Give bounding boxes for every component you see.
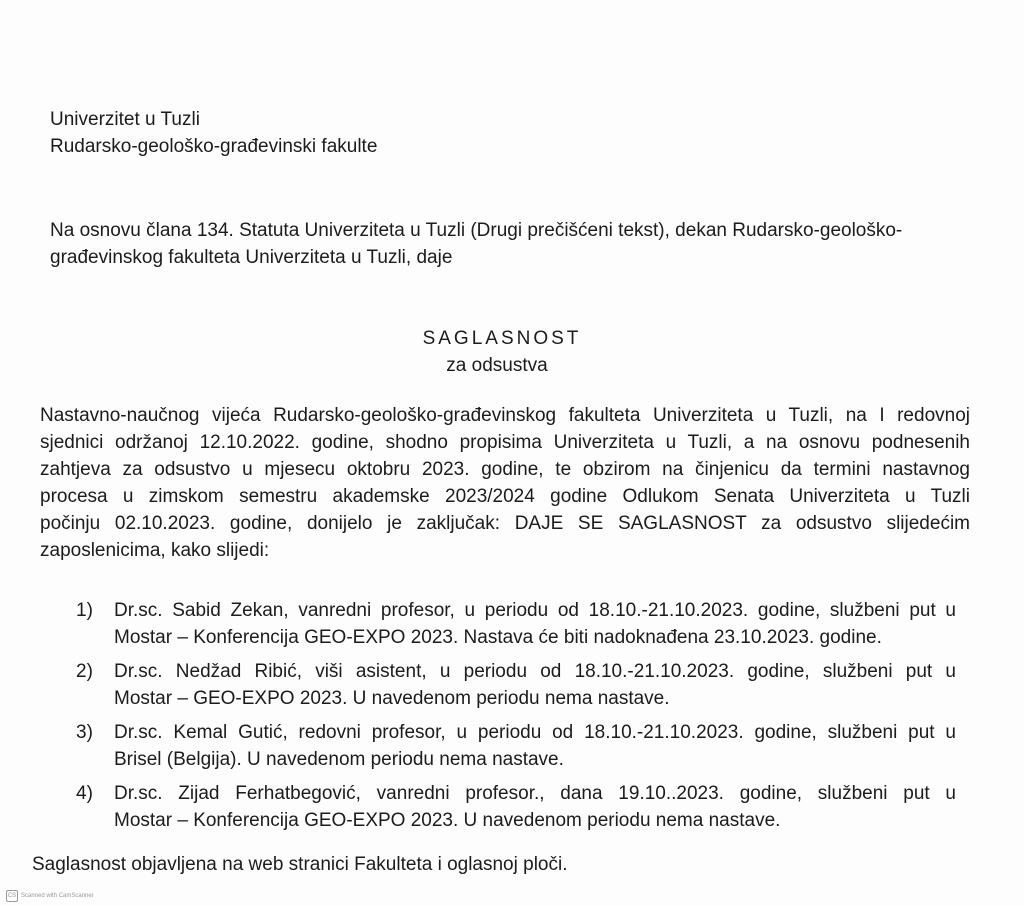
publication-note: Saglasnost objavljena na web stranici Fakulteta i oglasnoj ploči. bbox=[32, 854, 568, 875]
employee-list bbox=[76, 597, 956, 841]
list-item-line: Brisel (Belgija). U navedenom periodu nema nastave. bbox=[114, 749, 564, 770]
body-line: zaposlenicima, kako slijedi: bbox=[40, 540, 270, 561]
body-paragraph bbox=[40, 402, 970, 564]
title-sub: za odsustva bbox=[446, 355, 548, 376]
list-item-line: Dr.sc. Zijad Ferhatbegović, vanredni profesor., dana 19.10..2023. godine, službeni put u bbox=[114, 783, 956, 804]
list-item-number: 3) bbox=[76, 722, 93, 743]
list-item bbox=[76, 658, 956, 712]
list-item-line: Mostar – Konferencija GEO-EXPO 2023. Nastava će biti nadoknađena 23.10.2023. godine. bbox=[114, 627, 882, 648]
scanner-watermark bbox=[6, 890, 94, 902]
list-item bbox=[76, 780, 956, 834]
faculty-name: Rudarsko-geološko-građevinski fakulte bbox=[50, 136, 378, 157]
intro-paragraph bbox=[50, 217, 960, 271]
camscanner-logo-icon: CS bbox=[6, 890, 18, 902]
list-item-line: Dr.sc. Nedžad Ribić, viši asistent, u periodu od 18.10.-21.10.2023. godine, službeni put u bbox=[114, 661, 956, 682]
list-item-content bbox=[114, 658, 956, 712]
list-item-line: Dr.sc. Sabid Zekan, vanredni profesor, u periodu od 18.10.-21.10.2023. godine, službeni put u bbox=[114, 600, 956, 621]
body-line: počinju 02.10.2023. godine, donijelo je zaključak: DAJE SE SAGLASNOST za odsustvo slijedećim bbox=[40, 513, 970, 534]
list-item-line: Mostar – Konferencija GEO-EXPO 2023. U navedenom periodu nema nastave. bbox=[114, 810, 781, 831]
list-item-number: 2) bbox=[76, 661, 93, 682]
body-line: procesa u zimskom semestru akademske 2023/2024 godine Odlukom Senata Univerziteta u Tuzli bbox=[40, 486, 970, 507]
list-item bbox=[76, 719, 956, 773]
list-item-content bbox=[114, 780, 956, 834]
body-line: Nastavno-naučnog vijeća Rudarsko-geološko-građevinskog fakulteta Univerziteta u Tuzli, na I redovnoj bbox=[40, 405, 970, 426]
document-title bbox=[0, 325, 1024, 379]
list-item-number: 1) bbox=[76, 600, 93, 621]
title-main: SAGLASNOST bbox=[422, 328, 582, 349]
list-item bbox=[76, 597, 956, 651]
body-line: sjednici održanoj 12.10.2022. godine, shodno propisima Univerziteta u Tuzli, a na osnovu podnesenih bbox=[40, 432, 970, 453]
body-line: zahtjeva za odsustvo u mjesecu oktobru 2023. godine, te obzirom na činjenicu da termini nastavnog bbox=[40, 459, 970, 480]
university-name: Univerzitet u Tuzli bbox=[50, 109, 200, 130]
list-item-content bbox=[114, 719, 956, 773]
list-item-number: 4) bbox=[76, 783, 93, 804]
list-item-line: Dr.sc. Kemal Gutić, redovni profesor, u periodu od 18.10.-21.10.2023. godine, službeni put u bbox=[114, 722, 956, 743]
scanner-watermark-text: Scanned with CamScanner bbox=[21, 893, 94, 899]
list-item-content bbox=[114, 597, 956, 651]
intro-line: građevinskog fakulteta Univerziteta u Tuzli, daje bbox=[50, 247, 453, 268]
list-item-line: Mostar – GEO-EXPO 2023. U navedenom periodu nema nastave. bbox=[114, 688, 670, 709]
institution-header bbox=[50, 106, 377, 160]
intro-line: Na osnovu člana 134. Statuta Univerziteta u Tuzli (Drugi prečišćeni tekst), dekan Rudarsko-geološko- bbox=[50, 220, 903, 241]
